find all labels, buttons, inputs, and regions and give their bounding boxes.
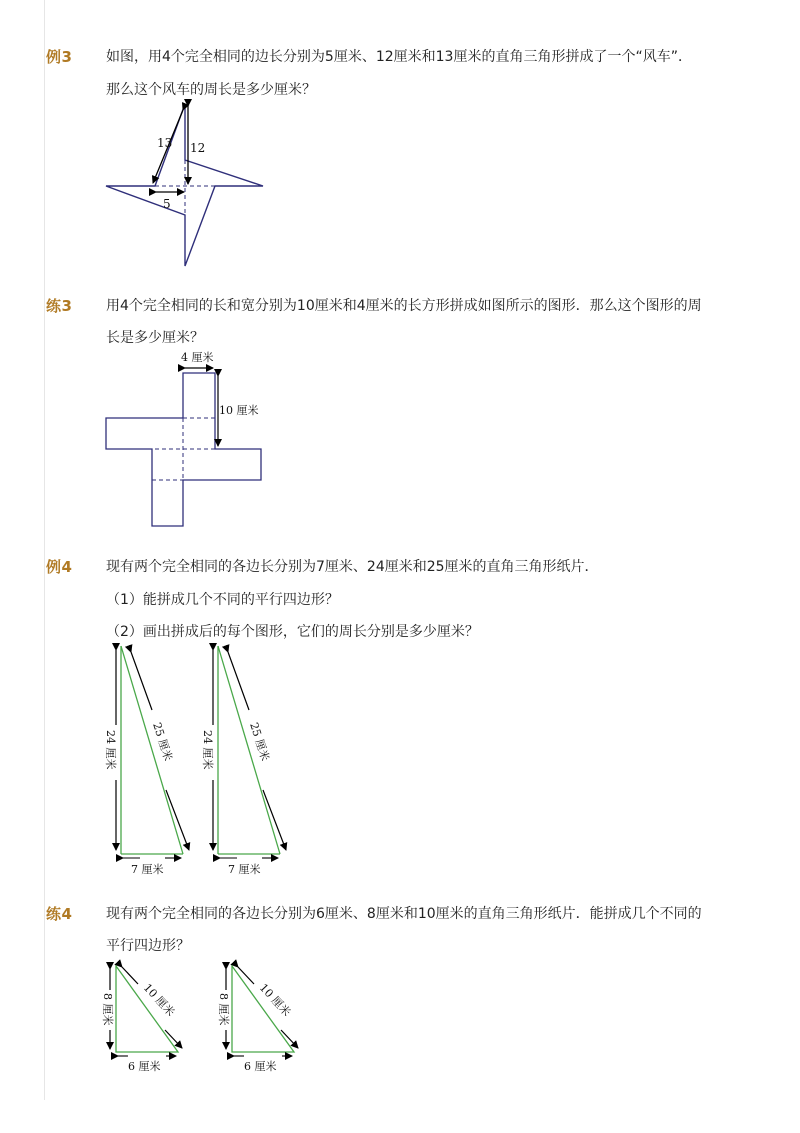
problem-tag-pr4: 练4	[46, 905, 73, 923]
problem-text-ex3-line2: 那么这个风车的周长是多少厘米？	[106, 82, 316, 98]
label-12: 12	[190, 141, 206, 155]
label-24cm-b: 24 厘米	[201, 730, 214, 770]
problem-text-ex4-line3: （2）画出拼成后的每个图形，它们的周长分别是多少厘米？	[106, 624, 479, 640]
problem-text-pr4-line1: 现有两个完全相同的各边长分别为6厘米、8厘米和10厘米的直角三角形纸片．能拼成几个不同的	[106, 906, 702, 922]
problem-text-pr4-line2: 平行四边形？	[106, 938, 190, 954]
label-6cm-d: 6 厘米	[244, 1060, 277, 1073]
label-13: 13	[157, 136, 173, 150]
label-10cm-c: 10 厘米	[140, 981, 178, 1019]
label-5: 5	[163, 197, 171, 211]
triangle-d	[217, 966, 298, 1073]
problem-text-pr3-line2: 长是多少厘米？	[106, 330, 204, 346]
label-8cm-c: 8 厘米	[101, 993, 114, 1026]
label-25cm-a: 25 厘米	[150, 720, 175, 763]
label-24cm-a: 24 厘米	[104, 730, 117, 770]
label-4cm: 4 厘米	[181, 351, 214, 364]
problem-tag-ex3: 例3	[46, 48, 73, 66]
problem-text-ex4-line1: 现有两个完全相同的各边长分别为7厘米、24厘米和25厘米的直角三角形纸片．	[106, 559, 599, 575]
label-7cm-a: 7 厘米	[131, 863, 164, 876]
label-10cm: 10 厘米	[219, 404, 259, 417]
label-10cm-d: 10 厘米	[256, 981, 294, 1019]
label-7cm-b: 7 厘米	[228, 863, 261, 876]
problem-text-ex4-line2: （1）能拼成几个不同的平行四边形？	[106, 592, 339, 608]
problem-text-ex3-line1: 如图，用4个完全相同的边长分别为5厘米、12厘米和13厘米的直角三角形拼成了一个“风车”．	[106, 49, 692, 65]
problem-text-pr3-line1: 用4个完全相同的长和宽分别为10厘米和4厘米的长方形拼成如图所示的图形．那么这个图形的周	[106, 298, 702, 314]
label-6cm-c: 6 厘米	[128, 1060, 161, 1073]
label-8cm-d: 8 厘米	[217, 993, 230, 1026]
label-25cm-b: 25 厘米	[247, 720, 272, 763]
problem-tag-ex4: 例4	[46, 558, 73, 576]
triangle-c	[101, 966, 182, 1073]
problem-tag-pr3: 练3	[46, 297, 73, 315]
